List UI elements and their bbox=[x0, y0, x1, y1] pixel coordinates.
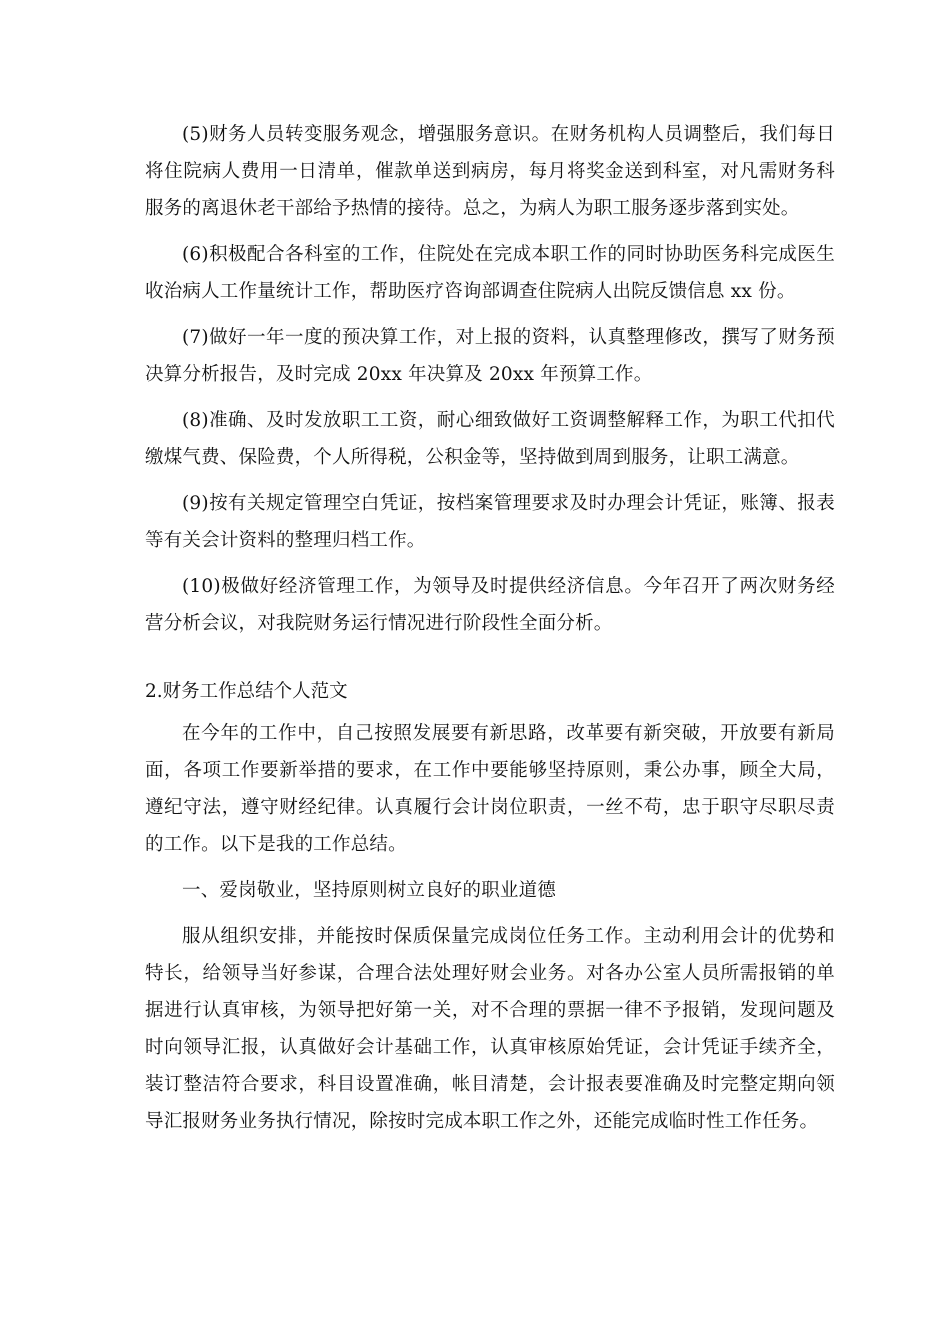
body-paragraph: 服从组织安排，并能按时保质保量完成岗位任务工作。主动利用会计的优势和特长，给领导当好参谋，合理合法处理好财会业务。对各办公室人员所需报销的单据进行认真审核，为领导把好第一关，对不合理的票据一律不予报销，发现问题及时向领导汇报，认真做好会计基础工作，认真审核原始凭证，会计凭证手续齐全，装订整洁符合要求，科目设置准确，帐目清楚，会计报表要准确及时完整定期向领导汇报财务业务执行情况，除按时完成本职工作之外，还能完成临时性工作任务。 bbox=[145, 926, 835, 1132]
paragraph-item-5: (5)财务人员转变服务观念，增强服务意识。在财务机构人员调整后，我们每日将住院病人费用一日清单，催款单送到病房，每月将奖金送到科室，对凡需财务科服务的离退休老干部给予热情的接待。总之，为病人为职工服务逐步落到实处。 bbox=[145, 124, 835, 219]
document-page bbox=[145, 116, 835, 1149]
paragraph-item-9: (9)按有关规定管理空白凭证，按档案管理要求及时办理会计凭证，账簿、报表等有关会计资料的整理归档工作。 bbox=[145, 493, 835, 551]
subsection-title: 一、爱岗敬业，坚持原则树立良好的职业道德 bbox=[182, 880, 557, 901]
paragraph-item-10: (10)极做好经济管理工作，为领导及时提供经济信息。今年召开了两次财务经营分析会议，对我院财务运行情况进行阶段性全面分析。 bbox=[145, 576, 835, 634]
paragraph-item-8: (8)准确、及时发放职工工资，耐心细致做好工资调整解释工作，为职工代扣代缴煤气费、保险费，个人所得税，公积金等，坚持做到周到服务，让职工满意。 bbox=[145, 410, 835, 468]
paragraph-item-6: (6)积极配合各科室的工作，住院处在完成本职工作的同时协助医务科完成医生收治病人工作量统计工作，帮助医疗咨询部调查住院病人出院反馈信息 xx 份。 bbox=[145, 244, 835, 302]
intro-paragraph: 在今年的工作中，自己按照发展要有新思路，改革要有新突破，开放要有新局面，各项工作要新举措的要求，在工作中要能够坚持原则，秉公办事，顾全大局，遵纪守法，遵守财经纪律。认真履行会计岗位职责，一丝不苟，忠于职守尽职尽责的工作。以下是我的工作总结。 bbox=[145, 723, 835, 855]
paragraph-item-7: (7)做好一年一度的预决算工作，对上报的资料，认真整理修改，撰写了财务预决算分析报告，及时完成 20xx 年决算及 20xx 年预算工作。 bbox=[145, 327, 835, 385]
section-heading: 2.财务工作总结个人范文 bbox=[145, 681, 348, 702]
